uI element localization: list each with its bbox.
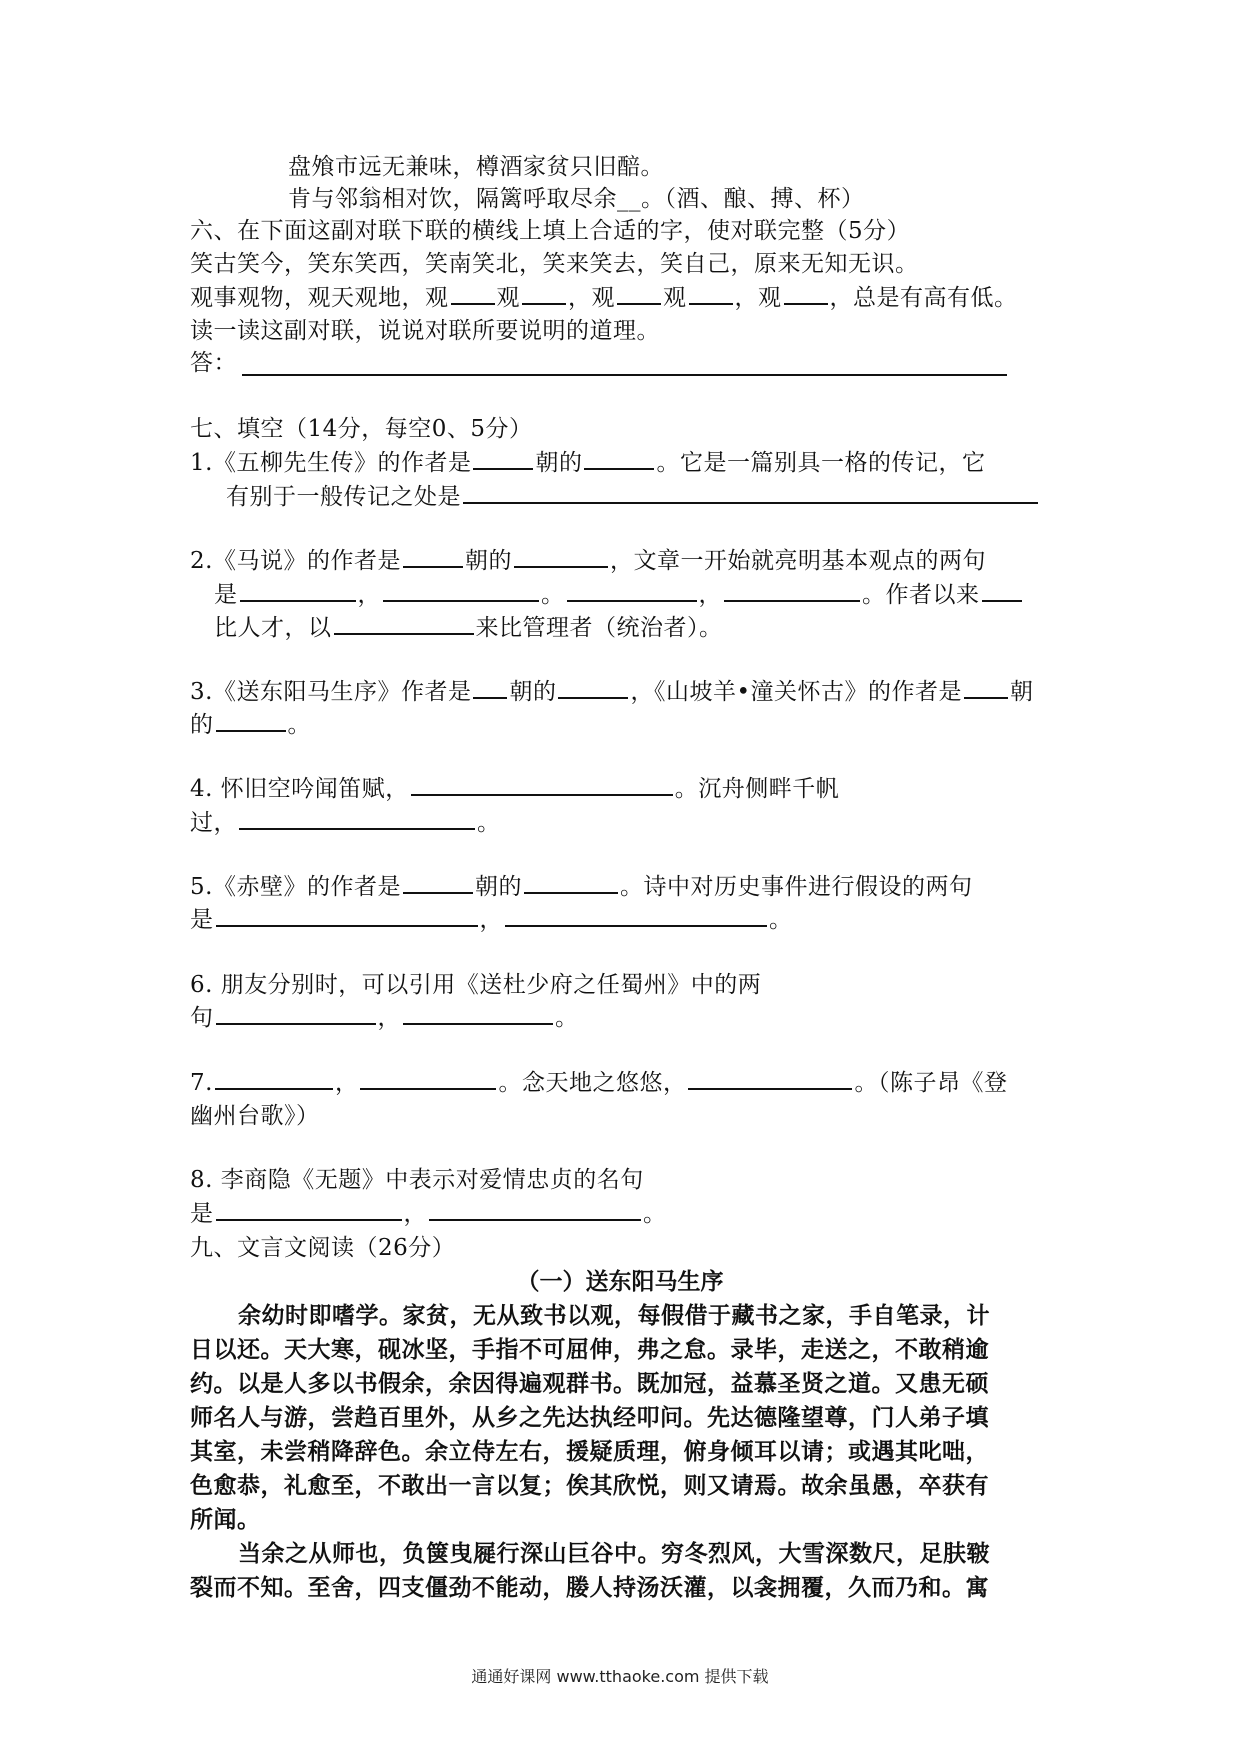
fill-blank[interactable] [558, 675, 628, 699]
q4-line2 [190, 806, 501, 840]
passage-title: （一）送东阳马生序 [516, 1268, 724, 1295]
fill-blank[interactable] [383, 578, 539, 602]
q5-line1 [190, 870, 972, 904]
q4-text: 过， [190, 810, 237, 836]
q1-text: 。它是一篇别具一格的传记，它 [656, 450, 986, 476]
section7-heading: 七、填空（14分，每空0、5分） [190, 416, 533, 442]
fill-blank[interactable] [216, 708, 286, 732]
q3-line2 [190, 708, 311, 742]
fill-blank[interactable] [964, 675, 1008, 699]
q2-text: 。 [541, 582, 565, 608]
q7-line2: 幽州台歌》） [190, 1103, 320, 1129]
section6-question: 读一读这副对联，说说对联所要说明的道理。 [190, 318, 660, 344]
passage-line: 余幼时即嗜学。家贫，无从致书以观，每假借于藏书之家，手自笔录，计 [238, 1302, 990, 1329]
q3-text: 的 [190, 712, 214, 738]
couplet-lower-part: 观 [663, 285, 687, 311]
q3-text: 3.《送东阳马生序》作者是 [190, 679, 472, 705]
q2-line2 [214, 578, 1024, 612]
q3-text: 朝的 [509, 679, 557, 705]
poem-line-1: 盘飧市远无兼味，樽酒家贫只旧醅。 [288, 154, 664, 180]
fill-blank[interactable] [411, 772, 673, 796]
passage-line: 当余之从师也，负箧曳屣行深山巨谷中。穷冬烈风，大雪深数尺，足肤皲 [238, 1540, 990, 1567]
q2-text: ，文章一开始就亮明基本观点的两句 [609, 548, 986, 574]
q2-text: 是 [214, 582, 238, 608]
q2-line1 [190, 544, 986, 578]
q2-text: ， [698, 582, 722, 608]
q2-line3 [214, 611, 723, 645]
q2-text: 比人才，以 [214, 615, 332, 641]
couplet-lower-part: ，总是有高有低。 [829, 285, 1018, 311]
passage-line: 所闻。 [190, 1506, 261, 1533]
q2-text: 来比管理者（统治者）。 [475, 615, 723, 641]
fill-blank[interactable] [403, 1001, 553, 1025]
q1-text: 1.《五柳先生传》的作者是 [190, 450, 472, 476]
q5-text: 朝的 [474, 874, 522, 900]
fill-blank[interactable] [784, 281, 828, 305]
couplet-lower-part: ，观 [734, 285, 782, 311]
fill-blank[interactable] [403, 544, 463, 568]
fill-blank[interactable] [473, 446, 533, 470]
q5-text: 。 [769, 907, 793, 933]
fill-blank[interactable] [451, 281, 495, 305]
q4-text: 4. 怀旧空吟闻笛赋， [190, 776, 409, 802]
fill-blank[interactable] [334, 611, 474, 635]
fill-blank[interactable] [360, 1066, 496, 1090]
q8-text: 是 [190, 1201, 214, 1227]
q4-line1 [190, 772, 839, 806]
passage-line: 日以还。天大寒，砚冰坚，手指不可屈伸，弗之怠。录毕，走送之，不敢稍逾 [190, 1336, 989, 1363]
q2-text: 2.《马说》的作者是 [190, 548, 401, 574]
fill-blank[interactable] [724, 578, 860, 602]
q6-line2 [190, 1001, 579, 1035]
fill-blank[interactable] [240, 578, 356, 602]
passage-line: 色愈恭，礼愈至，不敢出一言以复；俟其欣悦，则又请焉。故余虽愚，卒获有 [190, 1472, 989, 1499]
fill-blank[interactable] [473, 675, 507, 699]
fill-blank[interactable] [688, 1066, 852, 1090]
q1-line2 [226, 480, 1040, 514]
q3-line1 [190, 675, 1034, 709]
fill-blank[interactable] [463, 480, 1038, 504]
fill-blank[interactable] [216, 903, 478, 927]
q7-text: ， [334, 1070, 359, 1096]
answer-line[interactable] [242, 374, 1007, 376]
couplet-upper: 笑古笑今，笑东笑西，笑南笑北，笑来笑去，笑自己，原来无知无识。 [190, 251, 919, 277]
fill-blank[interactable] [982, 578, 1022, 602]
couplet-lower-part: 观事观物，观天观地，观 [190, 285, 449, 311]
fill-blank[interactable] [567, 578, 697, 602]
couplet-lower-part: 观 [496, 285, 520, 311]
fill-blank[interactable] [216, 1197, 402, 1221]
q8-text: ， [403, 1201, 427, 1227]
fill-blank[interactable] [514, 544, 608, 568]
answer-label: 答： [190, 350, 237, 376]
q6-text: ， [377, 1005, 401, 1031]
footer-credit: 通通好课网 www.tthaoke.com 提供下载 [471, 1667, 769, 1686]
q2-text: 朝的 [464, 548, 512, 574]
q7-text: 。（陈子昂《登 [854, 1070, 1008, 1096]
q3-text: ，《山坡羊•潼关怀古》的作者是 [630, 679, 963, 705]
q2-text: 。作者以来 [862, 582, 980, 608]
q5-text: 。诗中对历史事件进行假设的两句 [619, 874, 973, 900]
q7-text: 。念天地之悠悠， [498, 1070, 687, 1096]
fill-blank[interactable] [689, 281, 733, 305]
fill-blank[interactable] [429, 1197, 641, 1221]
q8-text: 。 [643, 1201, 667, 1227]
q3-text: 。 [287, 712, 311, 738]
q5-text: 5.《赤壁》的作者是 [190, 874, 401, 900]
section6-heading: 六、在下面这副对联下联的横线上填上合适的字，使对联完整（5分） [190, 218, 911, 244]
passage-line: 约。以是人多以书假余，余因得遍观群书。既加冠，益慕圣贤之道。又患无硕 [190, 1370, 989, 1397]
fill-blank[interactable] [239, 806, 475, 830]
fill-blank[interactable] [505, 903, 767, 927]
q8-line1: 8. 李商隐《无题》中表示对爱情忠贞的名句 [190, 1167, 644, 1193]
q7-text: 7. [190, 1070, 213, 1096]
q7-line1 [190, 1066, 1007, 1100]
q2-text: ， [357, 582, 381, 608]
q4-text: 。沉舟侧畔千帆 [674, 776, 840, 802]
fill-blank[interactable] [216, 1001, 376, 1025]
q8-line2 [190, 1197, 667, 1231]
fill-blank[interactable] [617, 281, 661, 305]
section9-heading: 九、文言文阅读（26分） [190, 1235, 456, 1261]
fill-blank[interactable] [584, 446, 654, 470]
q1-text: 朝的 [535, 450, 583, 476]
couplet-lower-part: ，观 [568, 285, 615, 311]
fill-blank[interactable] [524, 870, 618, 894]
passage-line: 其室，未尝稍降辞色。余立侍左右，援疑质理，俯身倾耳以请；或遇其叱咄， [190, 1438, 989, 1465]
q6-text: 。 [555, 1005, 579, 1031]
q5-text: ， [479, 907, 503, 933]
couplet-lower [190, 281, 1018, 315]
passage-line: 裂而不知。至舍，四支僵劲不能动，媵人持汤沃灌，以衾拥覆，久而乃和。寓 [190, 1574, 989, 1601]
q1-text: 有别于一般传记之处是 [226, 484, 461, 510]
q4-text: 。 [477, 810, 501, 836]
q6-line1: 6. 朋友分别时，可以引用《送杜少府之任蜀州》中的两 [190, 972, 762, 998]
q5-text: 是 [190, 907, 214, 933]
fill-blank[interactable] [215, 1066, 333, 1090]
poem-line-2: 肯与邻翁相对饮，隔篱呼取尽余__。（酒、酿、搏、杯） [288, 186, 865, 212]
q1-line1 [190, 446, 985, 480]
fill-blank[interactable] [403, 870, 473, 894]
q3-text: 朝 [1010, 679, 1034, 705]
q5-line2 [190, 903, 793, 937]
fill-blank[interactable] [522, 281, 566, 305]
q6-text: 句 [190, 1005, 214, 1031]
passage-line: 师名人与游，尝趋百里外，从乡之先达执经叩问。先达德隆望尊，门人弟子填 [190, 1404, 989, 1431]
